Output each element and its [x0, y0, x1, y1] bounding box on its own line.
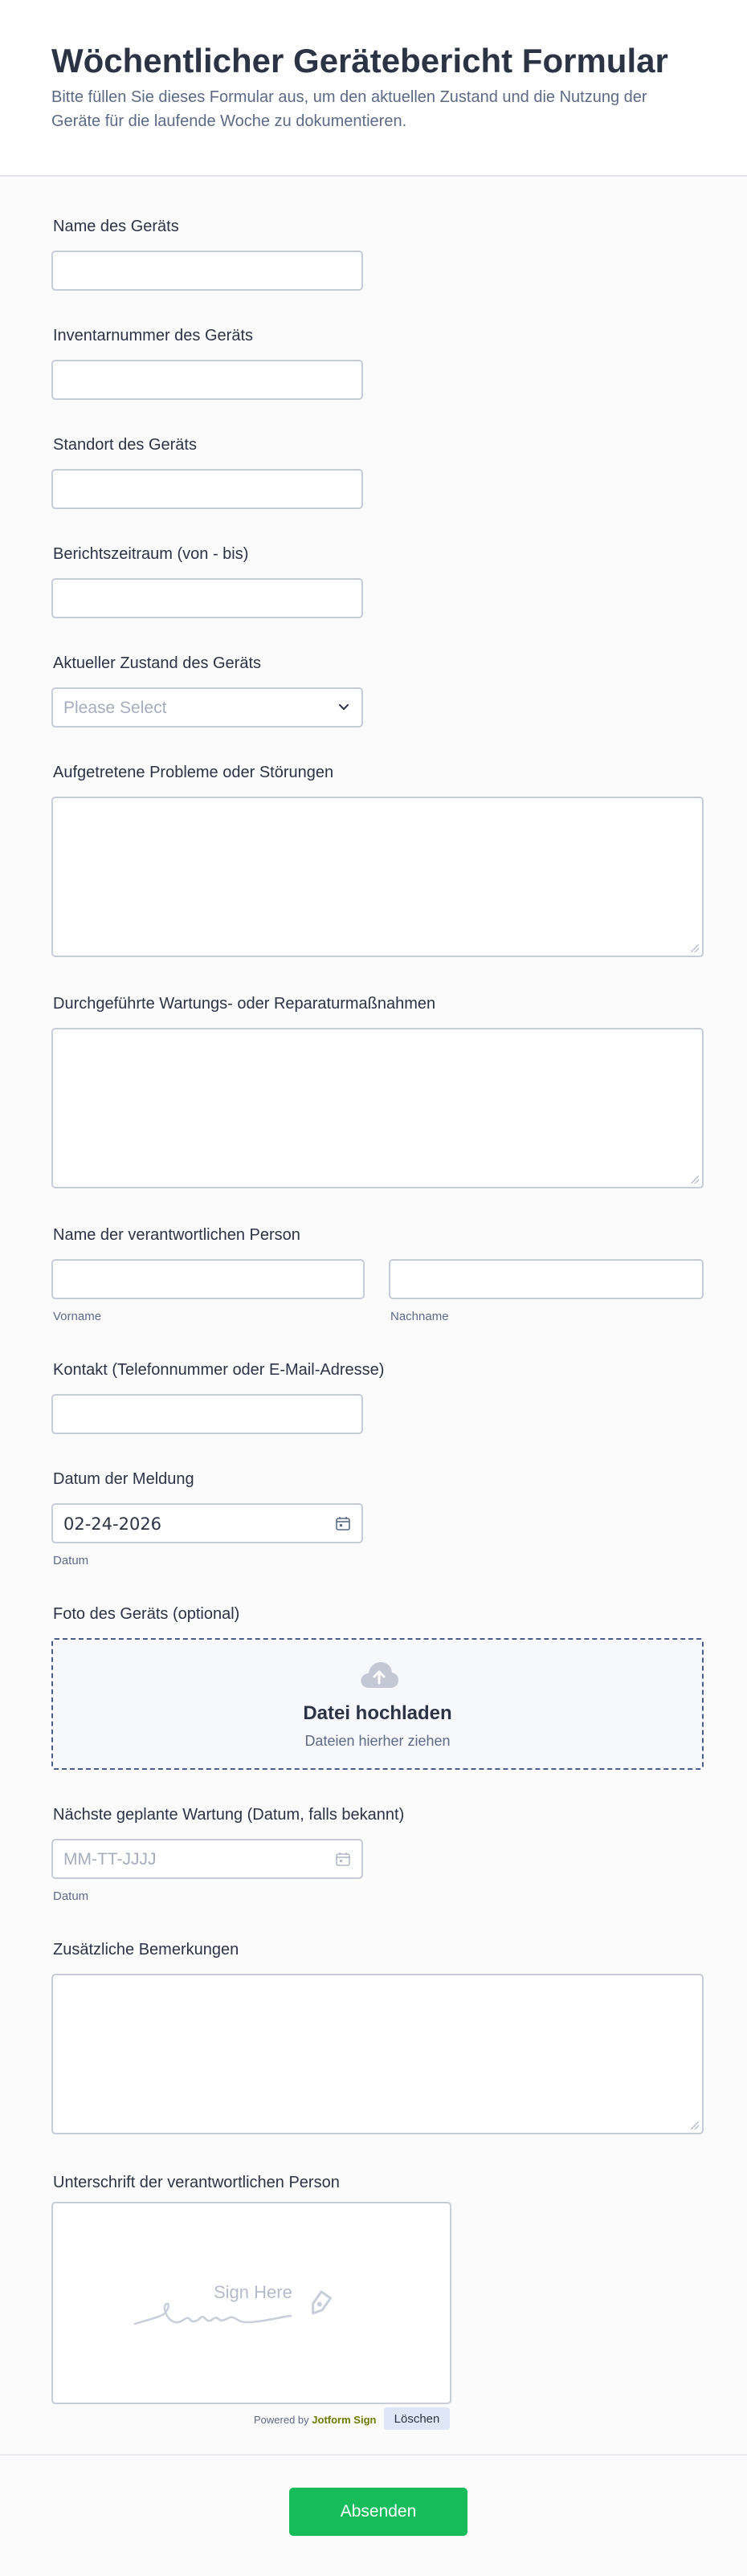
- condition-label: Aktueller Zustand des Geräts: [53, 654, 262, 672]
- inventory-number-input[interactable]: [51, 360, 363, 400]
- device-name-input[interactable]: [51, 251, 363, 291]
- calendar-icon[interactable]: [334, 1850, 352, 1868]
- last-name-input[interactable]: [389, 1259, 704, 1299]
- signature-pad[interactable]: [51, 2202, 451, 2404]
- form-subtitle: Bitte füllen Sie dieses Formular aus, um den aktuellen Zustand und die Nutzung der Geräte für die laufende Woche zu dokumentieren.: [51, 88, 647, 130]
- signature-scribble-icon: [133, 2277, 366, 2333]
- first-name-sublabel: Vorname: [53, 1310, 102, 1323]
- powered-by-text: [254, 2414, 376, 2426]
- resize-grip-icon[interactable]: [691, 2122, 699, 2130]
- upload-subtitle: Dateien hierher ziehen: [304, 1733, 451, 1749]
- location-label: Standort des Geräts: [53, 436, 197, 454]
- photo-label: Foto des Geräts (optional): [53, 1605, 240, 1623]
- resize-grip-icon[interactable]: [691, 944, 699, 952]
- responsible-label: Name der verantwortlichen Person: [53, 1226, 300, 1244]
- report-date-input[interactable]: [51, 1503, 363, 1543]
- form-title: Wöchentlicher Gerätebericht Formular: [51, 42, 668, 79]
- powered-by-prefix: Powered by: [254, 2414, 309, 2426]
- report-date-label: Datum der Meldung: [53, 1470, 194, 1488]
- contact-label: Kontakt (Telefonnummer oder E-Mail-Adresse): [53, 1361, 385, 1379]
- condition-select-placeholder: Please Select: [63, 699, 167, 717]
- next-maintenance-label: Nächste geplante Wartung (Datum, falls bekannt): [53, 1806, 405, 1824]
- inventory-number-label: Inventarnummer des Geräts: [53, 327, 253, 344]
- powered-by-brand: Jotform Sign: [312, 2414, 377, 2426]
- chevron-down-icon: [336, 699, 352, 715]
- condition-select[interactable]: [51, 687, 363, 728]
- problems-textarea[interactable]: [51, 797, 704, 957]
- remarks-textarea[interactable]: [51, 1974, 704, 2134]
- signature-placeholder: Sign Here: [214, 2282, 292, 2302]
- submit-button[interactable]: Absenden: [289, 2488, 467, 2536]
- footer-divider: [0, 2454, 747, 2456]
- next-maintenance-sublabel: Datum: [53, 1889, 89, 1903]
- device-name-label: Name des Geräts: [53, 218, 179, 235]
- resize-grip-icon[interactable]: [691, 1176, 699, 1184]
- maintenance-label: Durchgeführte Wartungs- oder Reparaturmaßnahmen: [53, 995, 436, 1013]
- contact-input[interactable]: [51, 1394, 363, 1434]
- clear-signature-button[interactable]: Löschen: [384, 2407, 450, 2430]
- form-header: [0, 0, 747, 177]
- upload-title: Datei hochladen: [303, 1702, 452, 1724]
- last-name-sublabel: Nachname: [390, 1310, 449, 1323]
- report-date-sublabel: Datum: [53, 1554, 89, 1567]
- maintenance-textarea[interactable]: [51, 1028, 704, 1188]
- first-name-input[interactable]: [51, 1259, 365, 1299]
- report-period-input[interactable]: [51, 578, 363, 618]
- next-maintenance-input[interactable]: [51, 1839, 363, 1879]
- file-upload-area[interactable]: [51, 1638, 704, 1770]
- problems-label: Aufgetretene Probleme oder Störungen: [53, 764, 334, 781]
- report-period-label: Berichtszeitraum (von - bis): [53, 545, 249, 563]
- cloud-upload-icon: [358, 1659, 400, 1691]
- location-input[interactable]: [51, 469, 363, 509]
- report-date-value: 02-24-2026: [63, 1514, 162, 1534]
- calendar-icon[interactable]: [334, 1514, 352, 1532]
- signature-label: Unterschrift der verantwortlichen Person: [53, 2174, 340, 2191]
- remarks-label: Zusätzliche Bemerkungen: [53, 1941, 239, 1958]
- next-maintenance-placeholder: MM-TT-JJJJ: [63, 1850, 157, 1869]
